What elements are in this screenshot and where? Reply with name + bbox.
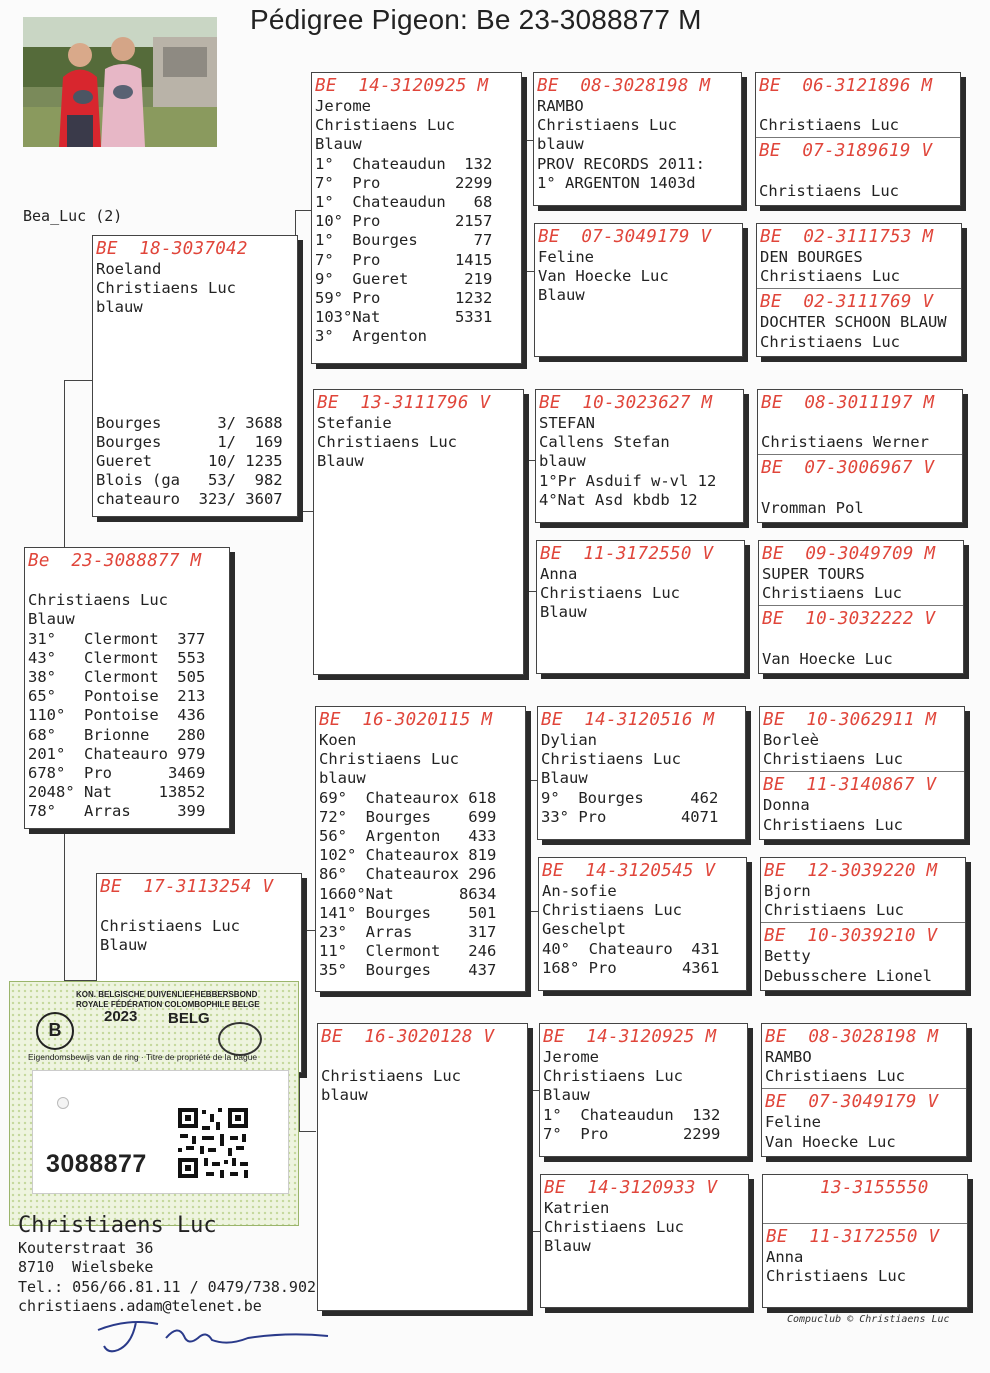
ring-number: BE 10-3032222 V [762, 609, 936, 630]
pedigree-line: Christiaens Luc [759, 181, 899, 200]
ring-number: BE 06-3121896 M [759, 76, 933, 96]
divider [760, 771, 964, 772]
pedigree-subtitle: Bea_Luc (2) [23, 207, 123, 225]
pedigree-line: Blauw [100, 936, 147, 955]
pedigree-line: 72° Bourges 699 [319, 807, 497, 826]
owner-street: Kouterstraat 36 [18, 1239, 154, 1257]
pedigree-line: 201° Chateauro 979 [28, 744, 206, 763]
breeder-photo [23, 17, 217, 147]
pedigree-line: Blauw [28, 610, 75, 629]
pedigree-card-gen4-1 [755, 72, 961, 206]
owner-address [18, 1213, 316, 1317]
pedigree-card-gen3-7 [539, 1023, 748, 1157]
owner-email: christiaens.adam@telenet.be [18, 1297, 262, 1316]
ring-number: BE 13-3111796 V [317, 393, 491, 413]
ring-number: BE 02-3111753 M [760, 227, 934, 247]
pedigree-line: Christiaens Luc [315, 116, 455, 135]
pedigree-line: 4°Nat Asd kbdb 12 [539, 490, 698, 509]
pedigree-line: blauw [96, 298, 143, 317]
pedigree-line: Debusschere Lionel [764, 966, 932, 985]
pedigree-line [100, 898, 298, 917]
pedigree-card-mother-father [315, 706, 526, 992]
pedigree-line: Blauw [317, 452, 364, 471]
pedigree-line: Dylian [541, 731, 597, 749]
card-country: BELG [168, 1010, 210, 1027]
pedigree-line [761, 479, 959, 498]
pedigree-line: PROV RECORDS 2011: [537, 154, 705, 173]
ring-number: 13-3155550 [766, 1178, 929, 1198]
divider [759, 605, 963, 606]
pedigree-line [96, 375, 294, 394]
pedigree-line: Blauw [538, 286, 585, 305]
pedigree-card-gen3-5 [537, 706, 746, 840]
pedigree-card-gen4-2 [756, 223, 962, 357]
owner-phone: Tel.: 056/66.81.11 / 0479/738.902 [18, 1277, 317, 1296]
pedigree-card-gen4-4 [758, 540, 964, 674]
ring-number: BE 14-3120925 M [315, 76, 489, 96]
pedigree-line: 102° Chateaurox 819 [319, 846, 497, 865]
ring-ownership-card [9, 981, 299, 1226]
pedigree-card-gen4-5 [759, 706, 965, 840]
pedigree-line: STEFAN [539, 414, 595, 432]
pedigree-line: Christiaens Luc [764, 901, 904, 920]
pedigree-line: Roeland [96, 260, 162, 278]
pedigree-line [321, 1048, 524, 1067]
ring-number: BE 09-3049709 M [762, 544, 936, 564]
pedigree-card-father [92, 235, 298, 517]
ring-number: BE 14-3120933 V [544, 1178, 718, 1198]
pedigree-line: Christiaens Luc [763, 815, 903, 834]
ring-number: BE 08-3028198 M [765, 1027, 939, 1047]
connector [64, 820, 99, 981]
pedigree-line: Christiaens Luc [766, 1267, 906, 1286]
pedigree-line: Katrien [544, 1199, 610, 1217]
ring-number: BE 07-3006967 V [761, 458, 935, 479]
divider [757, 288, 961, 289]
pedigree-line: Jerome [543, 1048, 599, 1066]
pedigree-line: 78° Arras 399 [28, 802, 206, 821]
pedigree-line: 9° Bourges 462 [541, 788, 719, 807]
ring-number: BE 18-3037042 [96, 239, 248, 259]
pedigree-line: Feline [765, 1113, 821, 1132]
qr-code-icon [176, 1106, 250, 1185]
pedigree-line: Geschelpt [542, 920, 626, 939]
pedigree-line: 168° Pro 4361 [542, 958, 720, 977]
ring-number: BE 07-3189619 V [759, 141, 933, 162]
ring-number: BE 11-3172550 V [766, 1227, 940, 1247]
pedigree-line: 43° Clermont 553 [28, 648, 206, 667]
pedigree-line [96, 394, 294, 413]
pedigree-card-mother-mother [317, 1023, 528, 1311]
footer-credit: Compuclub © Christiaens Luc [787, 1314, 950, 1325]
pedigree-line: Christiaens Luc [96, 279, 236, 298]
pedigree-line: 59° Pro 1232 [315, 289, 493, 308]
divider [758, 454, 962, 455]
ring-number: BE 14-3120925 M [543, 1027, 717, 1047]
pedigree-line: 38° Clermont 505 [28, 668, 206, 687]
pedigree-line: 1660°Nat 8634 [319, 884, 497, 903]
pedigree-line: 1° Chateaudun 132 [315, 154, 493, 173]
pedigree-line: 2048° Nat 13852 [28, 783, 206, 802]
ring-number: BE 16-3020115 M [319, 710, 493, 730]
ring-number: BE 08-3028198 M [537, 76, 711, 96]
pedigree-line: blauw [539, 452, 586, 471]
pedigree-line: chateauro 323/ 3607 [96, 490, 283, 509]
pedigree-line: 33° Pro 4071 [541, 807, 719, 826]
pedigree-line: Christiaens Luc [543, 1067, 683, 1086]
pedigree-line: blauw [319, 769, 366, 788]
pedigree-line: RAMBO [537, 97, 584, 115]
connector [64, 380, 95, 551]
pedigree-line: 110° Pontoise 436 [28, 706, 206, 725]
pedigree-line: 40° Chateauro 431 [542, 939, 720, 958]
pedigree-line: Borleè [763, 731, 819, 749]
pedigree-line: 1° Bourges 77 [315, 231, 493, 250]
ring-number: BE 10-3023627 M [539, 393, 713, 413]
pedigree-card-father-mother [313, 389, 524, 675]
divider [763, 1223, 967, 1224]
pedigree-card-gen4-8 [762, 1174, 968, 1308]
divider [761, 922, 965, 923]
pedigree-line: Christiaens Luc [319, 750, 459, 769]
ring-number: BE 10-3039210 V [764, 926, 938, 947]
pedigree-card-father-father [311, 72, 522, 364]
pedigree-line: Anna [540, 565, 578, 583]
pedigree-line: 35° Bourges 437 [319, 961, 497, 980]
pedigree-line: 141° Bourges 501 [319, 903, 497, 922]
pedigree-line: 1° Chateaudun 132 [543, 1105, 721, 1124]
ring-number: BE 07-3049179 V [538, 227, 712, 247]
card-year: 2023 [104, 1008, 138, 1025]
pedigree-line: Christiaens Luc [28, 591, 168, 610]
ring-number: Be 23-3088877 M [28, 551, 202, 571]
pedigree-line: Gueret 10/ 1235 [96, 452, 283, 471]
pedigree-line: Bjorn [764, 882, 811, 900]
pedigree-card-gen3-2 [534, 223, 743, 357]
card-federation-nl: KON. BELGISCHE DUIVENLIEFHEBBERSBOND [76, 990, 258, 999]
pedigree-line: Christiaens Luc [100, 917, 240, 936]
card-federation-fr: ROYALE FÉDÉRATION COLOMBOPHILE BELGE [76, 1000, 260, 1009]
punch-hole [57, 1097, 69, 1109]
pedigree-card-gen4-3 [757, 389, 963, 523]
ring-number: BE 11-3140867 V [763, 775, 937, 796]
pedigree-card-subject [24, 547, 230, 829]
pedigree-card-gen3-4 [536, 540, 745, 674]
pedigree-line: 103°Nat 5331 [315, 308, 493, 327]
pedigree-line: Blauw [543, 1086, 590, 1105]
pedigree-line: 68° Brionne 280 [28, 725, 206, 744]
pedigree-line: Van Hoecke Luc [538, 267, 669, 286]
pigeon-globe-logo-icon [218, 1022, 262, 1056]
pedigree-line: Blauw [541, 769, 588, 788]
pedigree-line: Christiaens Luc [321, 1067, 461, 1086]
pedigree-card-gen3-3 [535, 389, 744, 523]
pedigree-line: Christiaens Luc [540, 584, 680, 603]
pedigree-line [759, 97, 957, 116]
ring-number: BE 11-3172550 V [540, 544, 714, 564]
card-description: Eigendomsbewijs van de ring · Titre de propriété de la bague [28, 1052, 258, 1062]
divider [762, 1088, 966, 1089]
pedigree-line: Christiaens Luc [541, 750, 681, 769]
pedigree-line: Christiaens Luc [760, 332, 900, 351]
pedigree-line: Christiaens Luc [317, 433, 457, 452]
pedigree-line: Donna [763, 796, 810, 815]
pedigree-line: blauw [321, 1086, 368, 1105]
pedigree-line: Christiaens Luc [762, 584, 902, 603]
pedigree-line: Christiaens Luc [544, 1218, 684, 1237]
pedigree-line: An-sofie [542, 882, 617, 900]
pedigree-line: Blauw [315, 135, 362, 154]
pedigree-line: 1°Pr Asduif w-vl 12 [539, 471, 717, 490]
pedigree-line [96, 356, 294, 375]
pedigree-line: 1° Chateaudun 68 [315, 193, 493, 212]
ring-number: BE 10-3062911 M [763, 710, 937, 730]
ring-number: BE 08-3011197 M [761, 393, 935, 413]
pedigree-line: 31° Clermont 377 [28, 629, 206, 648]
pedigree-line: 56° Argenton 433 [319, 827, 497, 846]
pedigree-line: Van Hoecke Luc [765, 1132, 896, 1151]
pedigree-line: Christiaens Luc [760, 267, 900, 286]
pedigree-line: Blauw [540, 603, 587, 622]
pedigree-line: Anna [766, 1248, 804, 1266]
pedigree-card-gen3-6 [538, 857, 747, 991]
pedigree-line: Betty [764, 947, 811, 966]
pedigree-line: Bourges 1/ 169 [96, 432, 283, 451]
pedigree-line: Jerome [315, 97, 371, 115]
kbdb-logo-icon: B [36, 1012, 74, 1050]
signature [88, 1310, 338, 1364]
pedigree-line: Christiaens Luc [542, 901, 682, 920]
pedigree-line: Feline [538, 248, 594, 266]
pedigree-card-gen4-7 [761, 1023, 967, 1157]
pedigree-line: Stefanie [317, 414, 392, 432]
pedigree-line [28, 572, 226, 591]
ring-number: BE 14-3120545 V [542, 861, 716, 881]
pedigree-line: 7° Pro 2299 [315, 173, 493, 192]
pedigree-card-gen3-8 [540, 1174, 749, 1308]
pedigree-line: Christiaens Luc [759, 116, 899, 135]
pedigree-line: blauw [537, 135, 584, 154]
pedigree-line: Blois (ga 53/ 982 [96, 471, 283, 490]
ring-number: BE 12-3039220 M [764, 861, 938, 881]
pedigree-line: 11° Clermont 246 [319, 942, 497, 961]
pedigree-line [96, 318, 294, 337]
pedigree-line: Koen [319, 731, 357, 749]
pedigree-line: RAMBO [765, 1048, 812, 1066]
pedigree-line: 3° Argenton [315, 327, 427, 346]
pedigree-line: 23° Arras 317 [319, 923, 497, 942]
pedigree-line: Vromman Pol [761, 498, 864, 517]
pedigree-line [761, 414, 959, 433]
pedigree-line: Christiaens Luc [765, 1067, 905, 1086]
pedigree-line: SUPER TOURS [762, 565, 865, 583]
pedigree-line: Christiaens Luc [537, 116, 677, 135]
owner-name: Christiaens Luc [18, 1213, 217, 1238]
page-title: Pédigree Pigeon: Be 23-3088877 M [250, 4, 702, 35]
pedigree-line: 1° ARGENTON 1403d [537, 173, 696, 192]
ring-number: BE 14-3120516 M [541, 710, 715, 730]
pedigree-line: Bourges 3/ 3688 [96, 413, 283, 432]
pedigree-line: 86° Chateaurox 296 [319, 865, 497, 884]
pedigree-line [96, 337, 294, 356]
pedigree-card-gen3-1 [533, 72, 742, 206]
pedigree-line: DEN BOURGES [760, 248, 863, 266]
pedigree-card-gen4-6 [760, 857, 966, 991]
pedigree-line: DOCHTER SCHOON BLAUW [760, 313, 947, 332]
ring-number: BE 02-3111769 V [760, 292, 934, 313]
pedigree-line: Callens Stefan [539, 433, 670, 452]
pedigree-line: 10° Pro 2157 [315, 212, 493, 231]
ring-number: BE 16-3020128 V [321, 1027, 495, 1047]
pedigree-line: 69° Chateaurox 618 [319, 788, 497, 807]
owner-city: 8710 Wielsbeke [18, 1258, 154, 1277]
divider [756, 137, 960, 138]
pedigree-line [762, 630, 960, 649]
pedigree-line: 65° Pontoise 213 [28, 687, 206, 706]
ring-number: BE 07-3049179 V [765, 1092, 939, 1113]
pedigree-line: 678° Pro 3469 [28, 764, 206, 783]
pedigree-line: Christiaens Werner [761, 433, 929, 452]
card-ring-number: 3088877 [46, 1150, 147, 1178]
pedigree-line: 7° Pro 1415 [315, 250, 493, 269]
ring-number: BE 17-3113254 V [100, 877, 274, 897]
pedigree-line: 9° Gueret 219 [315, 269, 493, 288]
pedigree-line: Van Hoecke Luc [762, 649, 893, 668]
pedigree-line: 7° Pro 2299 [543, 1124, 721, 1143]
pedigree-line: Christiaens Luc [763, 750, 903, 769]
pedigree-line [759, 162, 957, 181]
pedigree-line: Blauw [544, 1237, 591, 1256]
